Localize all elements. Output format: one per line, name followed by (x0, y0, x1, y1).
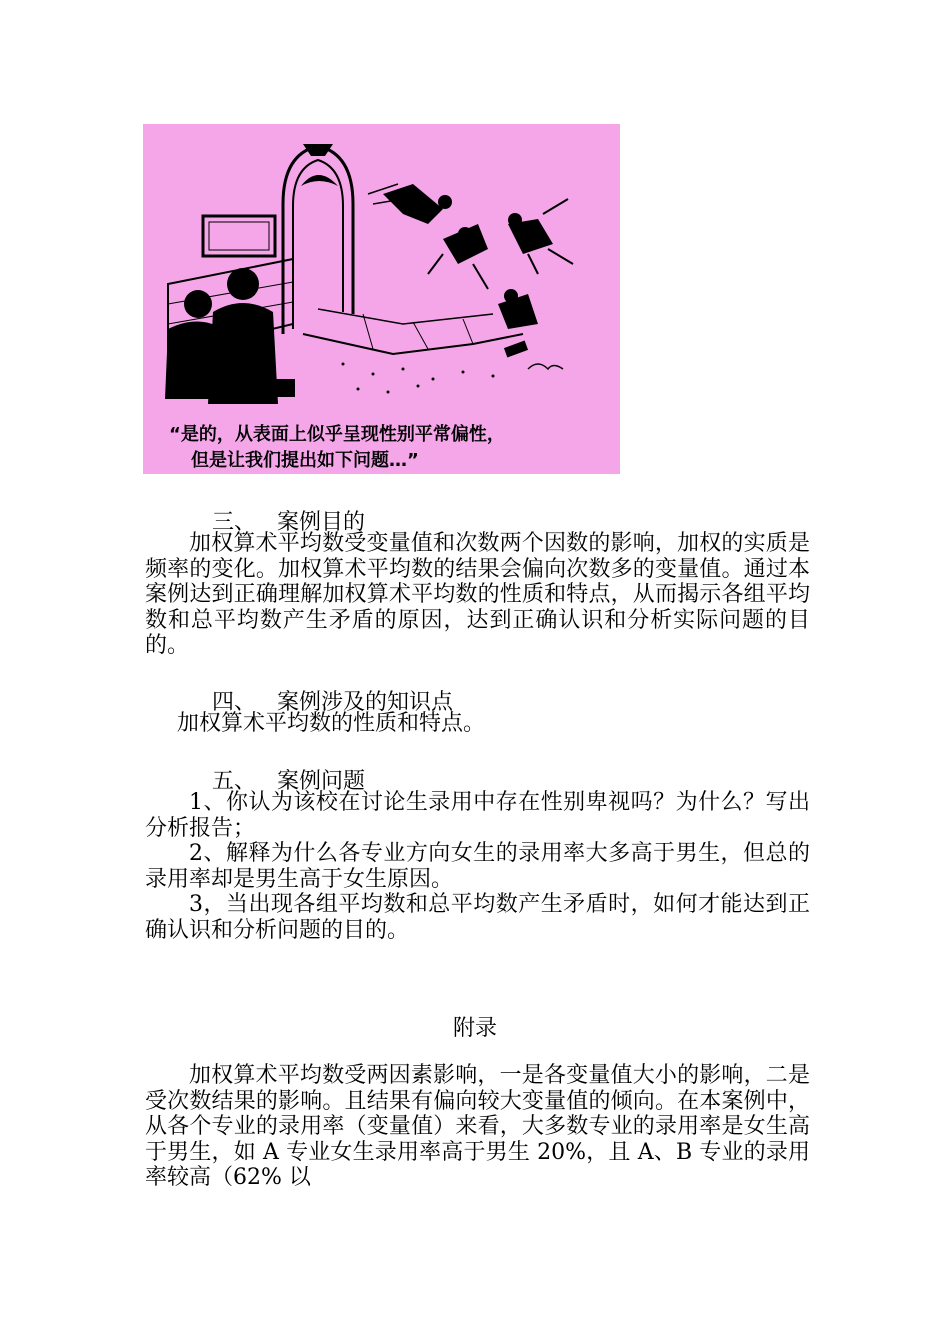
appendix-title: 附录 (452, 1016, 497, 1041)
heading-number: 三、 (212, 510, 257, 535)
heading-text: 案例涉及的知识点 (277, 690, 454, 715)
heading-number: 五、 (212, 769, 257, 794)
question-item: 3，当出现各组平均数和总平均数产生矛盾时，如何才能达到正确认识和分析问题的目的。 (145, 892, 810, 943)
question-item: 1、你认为该校在讨论生录用中存在性别卑视吗？为什么？写出分析报告； (145, 790, 810, 841)
appendix-body (145, 1063, 810, 1191)
paragraph: 加权算术平均数受变量值和次数两个因数的影响，加权的实质是频率的变化。加权算术平均数的结果会偏向次数多的变量值。通过本案例达到正确理解加权算术平均数的性质和特点，从而揭示各组平均数和总平均数产生矛盾的原因，达到正确认识和分析实际问题的目的。 (145, 531, 810, 658)
section-purpose-body (145, 531, 810, 659)
cartoon-caption-line2: 但是让我们提出如下问题…” (191, 450, 419, 471)
section-knowledge-body (145, 711, 810, 737)
heading-text: 案例目的 (277, 510, 366, 535)
section-questions-list (145, 790, 810, 943)
question-item: 2、解释为什么各专业方向女生的录用率大多高于男生，但总的录用率却是男生高于女生原因。 (145, 841, 810, 892)
paragraph: 加权算术平均数的性质和特点。 (177, 711, 486, 736)
cartoon-illustration (143, 124, 620, 474)
heading-number: 四、 (212, 690, 257, 715)
heading-text: 案例问题 (277, 769, 366, 794)
cartoon-caption-line1: “是的，从表面上似乎呈现性别平常偏性， (169, 424, 505, 445)
paragraph: 加权算术平均数受两因素影响，一是各变量值大小的影响，二是受次数结果的影响。且结果有偏向较大变量值的倾向。在本案例中，从各个专业的录用率（变量值）来看，大多数专业的录用率是女生高于男生，如 A 专业女生录用率高于男生 20%，且 A、B 专业的录用率较高（62% 以 (145, 1063, 810, 1190)
